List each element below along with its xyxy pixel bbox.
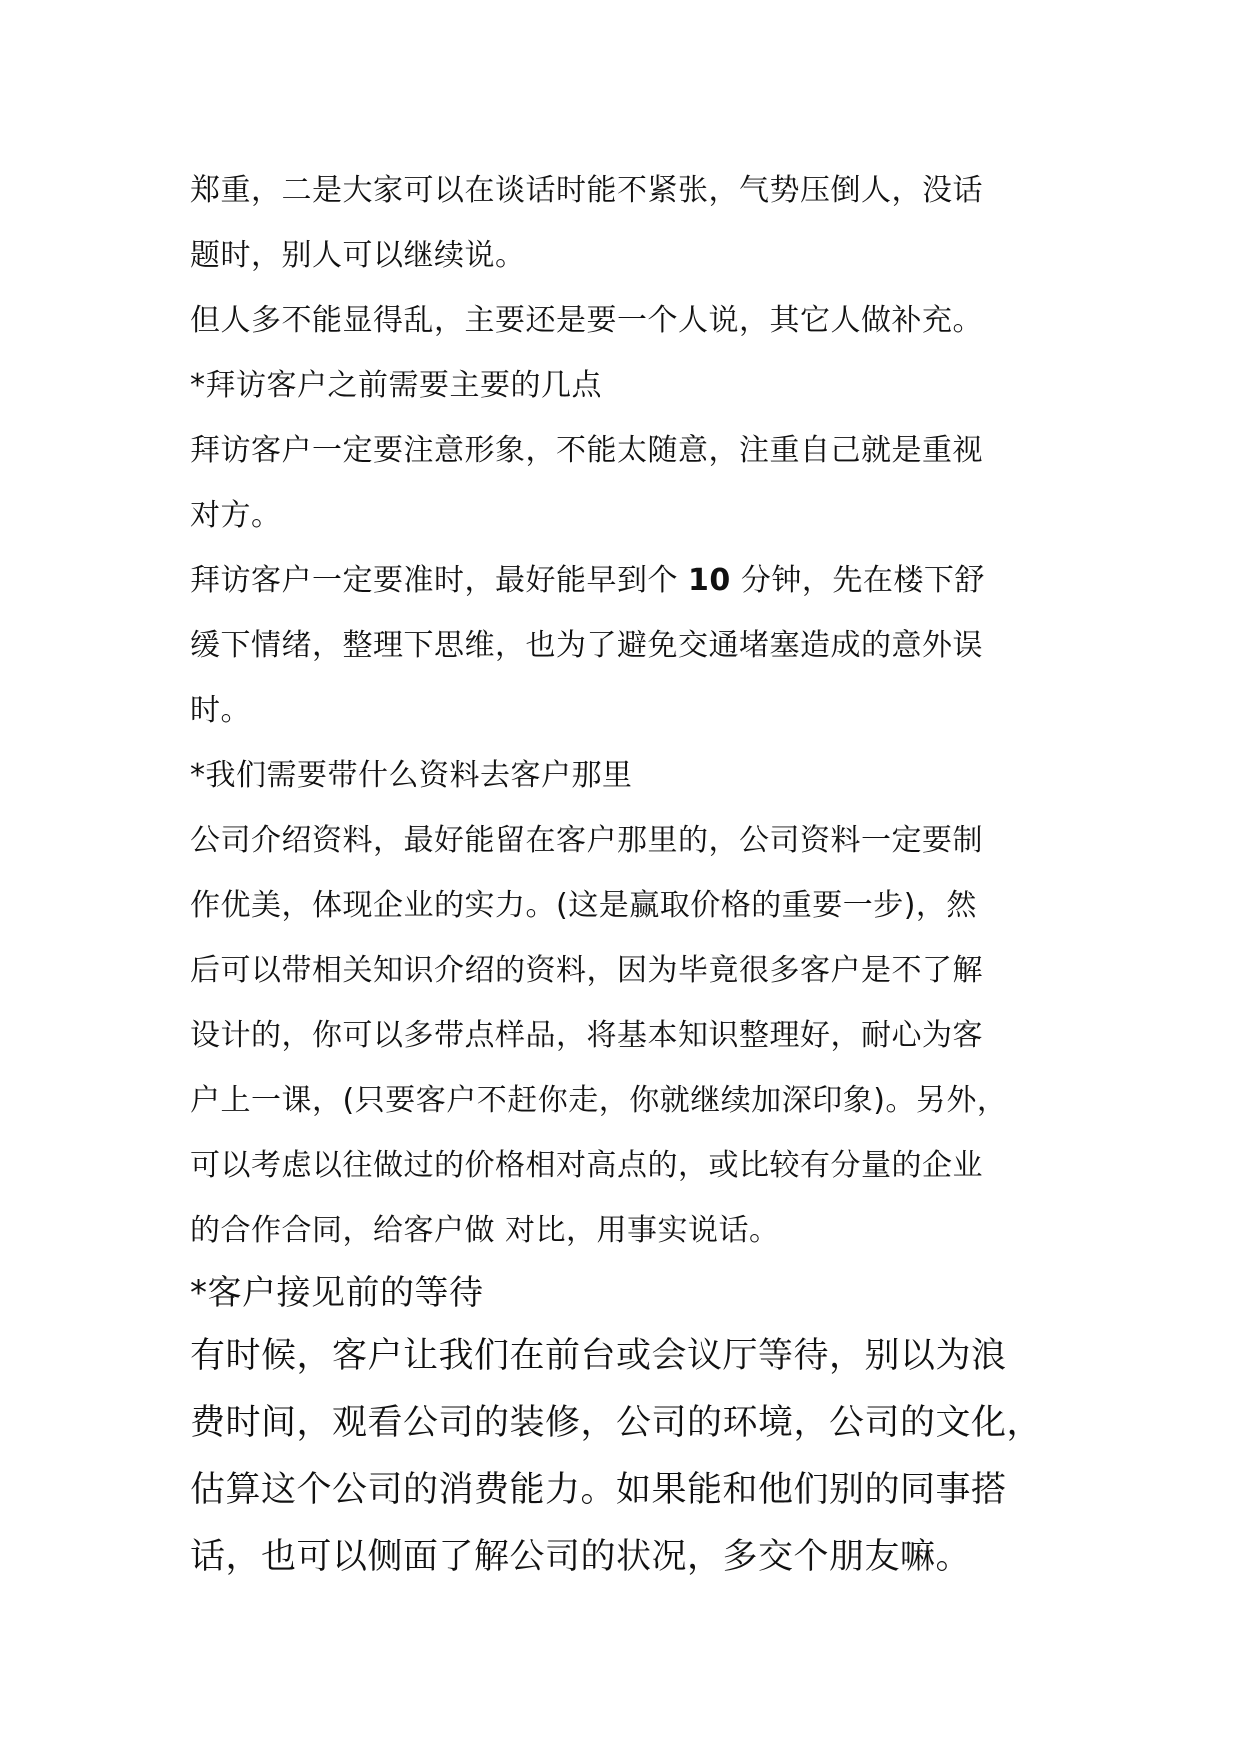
paragraph-line: 户上一课，(只要客户不赶你走，你就继续加深印象)。另外， bbox=[190, 1083, 1008, 1118]
paragraph-line: 设计的，你可以多带点样品，将基本知识整理好，耐心为客 bbox=[190, 1018, 983, 1053]
paragraph-line: 拜访客户一定要注意形象，不能太随意，注重自己就是重视 bbox=[190, 433, 983, 468]
minutes-number: 10 bbox=[688, 563, 731, 598]
paragraph-line: 有时候，客户让我们在前台或会议厅等待，别以为浪 bbox=[190, 1336, 1007, 1376]
paragraph-line: 话，也可以侧面了解公司的状况，多交个朋友嘛。 bbox=[190, 1537, 972, 1577]
line-segment: 分钟，先在楼下舒 bbox=[740, 563, 985, 598]
section-heading: *客户接见前的等待 bbox=[190, 1273, 484, 1313]
body-text bbox=[190, 158, 1062, 1591]
paragraph-line: 缓下情绪，整理下思维，也为了避免交通堵塞造成的意外误 bbox=[190, 628, 983, 663]
paragraph-line bbox=[190, 548, 1062, 613]
line-segment: 拜访客户一定要准时，最好能早到个 bbox=[190, 563, 678, 598]
paragraph-line: 时。 bbox=[190, 693, 251, 728]
paragraph-line: 后可以带相关知识介绍的资料，因为毕竟很多客户是不了解 bbox=[190, 953, 983, 988]
paragraph-line: 可以考虑以往做过的价格相对高点的，或比较有分量的企业 bbox=[190, 1148, 983, 1183]
paragraph-line: 公司介绍资料，最好能留在客户那里的，公司资料一定要制 bbox=[190, 823, 983, 858]
paragraph-line: 郑重，二是大家可以在谈话时能不紧张，气势压倒人，没话 bbox=[190, 173, 983, 208]
paragraph-line: 费时间，观看公司的装修，公司的环境，公司的文化， bbox=[190, 1403, 1043, 1443]
paragraph-line: 作优美，体现企业的实力。(这是赢取价格的重要一步)，然 bbox=[190, 888, 977, 923]
paragraph-line: 对方。 bbox=[190, 498, 282, 533]
paragraph-line: 题时，别人可以继续说。 bbox=[190, 238, 526, 273]
paragraph-line: 的合作合同，给客户做 对比，用事实说话。 bbox=[190, 1213, 780, 1248]
paragraph-line: 估算这个公司的消费能力。如果能和他们别的同事搭 bbox=[190, 1470, 1007, 1510]
paragraph-line: 但人多不能显得乱，主要还是要一个人说，其它人做补充。 bbox=[190, 303, 983, 338]
section-heading: *我们需要带什么资料去客户那里 bbox=[190, 758, 633, 793]
section-heading: *拜访客户之前需要主要的几点 bbox=[190, 368, 602, 403]
